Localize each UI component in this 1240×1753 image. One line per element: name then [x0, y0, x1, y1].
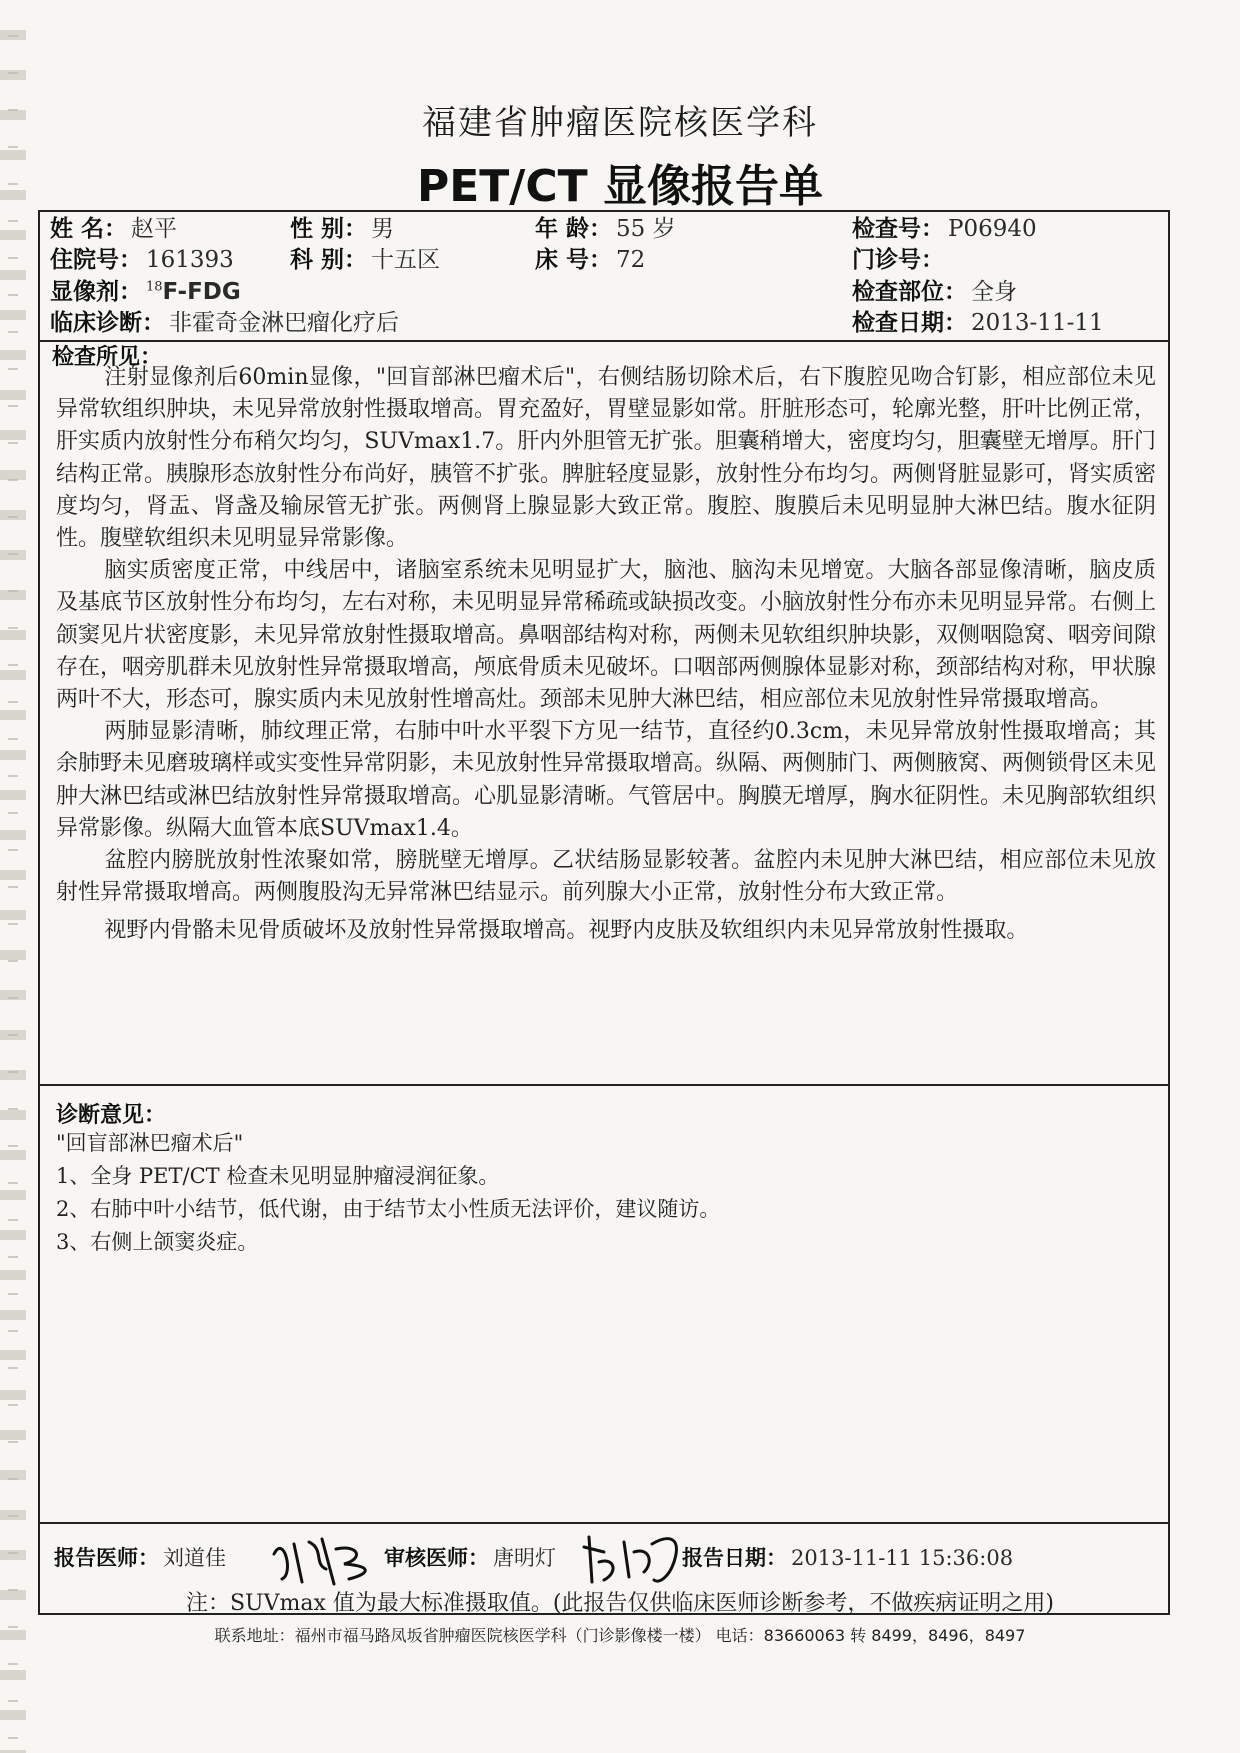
conclusion-title: 诊断意见：: [56, 1103, 167, 1128]
signature-row: [54, 1532, 1164, 1582]
clinical-diagnosis-label: 临床诊断：: [50, 310, 165, 336]
exam-no: P06940: [948, 216, 1037, 242]
patient-name-field: [50, 210, 177, 243]
report-doctor-name: 刘道佳: [163, 1546, 226, 1570]
bed-field: [535, 241, 645, 274]
hospital-name: 福建省肿瘤医院核医学科: [422, 103, 818, 143]
report-doctor: [54, 1542, 226, 1572]
outpatient-no-field: [852, 241, 948, 274]
binding-holes: [8, 0, 18, 1753]
bed: 72: [616, 247, 646, 273]
report-date-value: 2013-11-11 15:36:08: [791, 1546, 1014, 1570]
patient-name: 赵平: [131, 216, 178, 242]
conclusion-line: 1、全身 PET/CT 检查未见明显肿瘤浸润征象。: [56, 1164, 500, 1188]
exam-site-label: 检查部位：: [852, 279, 967, 305]
report-doctor-label: 报告医师：: [54, 1546, 159, 1570]
outpatient-no-label: 门诊号：: [852, 247, 944, 273]
findings-text: [56, 362, 1156, 948]
inpatient-no-field: [50, 241, 234, 274]
divider-info: [40, 340, 1168, 342]
patient-sex: 男: [371, 216, 395, 242]
conclusion-line: "回盲部淋巴瘤术后": [56, 1131, 244, 1155]
findings-paragraph: 注射显像剂后60min显像，"回盲部淋巴瘤术后"，右侧结肠切除术后，右下腹腔见吻合钉影，相应部位未见异常软组织肿块，未见异常放射性摄取增高。胃充盈好，胃壁显影如常。肝脏形态可，轮廓光整，肝叶比例正常，肝实质内放射性分布稍欠均匀，SUVmax1.7。肝内外胆管无扩张。胆囊稍增大，密度均匀，胆囊壁无增厚。肝门结构正常。胰腺形态放射性分布尚好，胰管不扩张。脾脏轻度显影，放射性分布均匀。两侧肾脏显影可，肾实质密度均匀，肾盂、肾盏及输尿管无扩张。两侧肾上腺显影大致正常。腹腔、腹膜后未见明显肿大淋巴结。腹水征阴性。腹壁软组织未见明显异常影像。: [56, 365, 1157, 552]
conclusion-line: 3、右侧上颌窦炎症。: [56, 1230, 259, 1254]
dept: 十五区: [371, 247, 441, 273]
findings-paragraph: 视野内骨骼未见骨质破坏及放射性异常摄取增高。视野内皮肤及软组织内未见异常放射性摄取。: [104, 918, 1029, 944]
review-doctor-label: 审核医师：: [384, 1546, 489, 1570]
agent-label: 显像剂：: [50, 279, 142, 305]
patient-age-field: [535, 210, 676, 243]
patient-age: 55 岁: [616, 216, 676, 242]
patient-sex-label: 性 别：: [290, 216, 368, 242]
review-doctor: [384, 1542, 556, 1572]
patient-sex-field: [290, 210, 394, 243]
agent: F-FDG: [162, 279, 241, 305]
findings-paragraph: 两肺显影清晰，肺纹理正常，右肺中叶水平裂下方见一结节，直径约0.3cm，未见异常放射性摄取增高；其余肺野未见磨玻璃样或实变性异常阴影，未见放射性异常摄取增高。纵隔、两侧肺门、两侧腋窝、两侧锁骨区未见肿大淋巴结或淋巴结放射性异常摄取增高。心肌显影清晰。气管居中。胸膜无增厚，胸水征阴性。未见胸部软组织异常影像。纵隔大血管本底SUVmax1.4。: [56, 719, 1157, 841]
findings-paragraph: 盆腔内膀胱放射性浓聚如常，膀胱壁无增厚。乙状结肠显影较著。盆腔内未见肿大淋巴结，相应部位未见放射性异常摄取增高。两侧腹股沟无异常淋巴结显示。前列腺大小正常，放射性分布大致正常。: [56, 848, 1156, 906]
findings-title: 检查所见：: [52, 345, 163, 370]
exam-site-field: [852, 273, 1017, 306]
report-form: [38, 210, 1170, 1615]
inpatient-no-label: 住院号：: [50, 247, 142, 273]
doctor-signature: [264, 1524, 394, 1594]
disclaimer-note: 注：SUVmax 值为最大标准摄取值。(此报告仅供临床医师诊断参考，不做疾病证明之用): [185, 1591, 1055, 1616]
contact-address: 联系地址：福州市福马路凤坂省肿瘤医院核医学科（门诊影像楼一楼） 电话：83660063 转 8499，8496，8497: [214, 1626, 1026, 1645]
exam-no-field: [852, 210, 1037, 243]
agent-field: [50, 273, 241, 306]
inpatient-no: 161393: [146, 247, 234, 273]
divider-findings: [40, 1084, 1168, 1086]
findings-paragraph: 脑实质密度正常，中线居中，诸脑室系统未见明显扩大，脑池、脑沟未见增宽。大脑各部显像清晰，脑皮质及基底节区放射性分布均匀，左右对称，未见明显异常稀疏或缺损改变。小脑放射性分布亦未见明显异常。右侧上颌窦见片状密度影，未见异常放射性摄取增高。鼻咽部结构对称，两侧未见软组织肿块影，双侧咽隐窝、咽旁间隙存在，咽旁肌群未见放射性异常摄取增高，颅底骨质未见破坏。口咽部两侧腺体显影对称，颈部结构对称，甲状腺两叶不大，形态可，腺实质内未见放射性增高灶。颈部未见肿大淋巴结，相应部位未见放射性异常摄取增高。: [56, 558, 1157, 713]
agent-isotope: 18: [146, 279, 163, 295]
patient-age-label: 年 龄：: [535, 216, 613, 242]
exam-date-field: [852, 304, 1104, 337]
clinical-diagnosis-field: [50, 304, 399, 337]
clinical-diagnosis: 非霍奇金淋巴瘤化疗后: [169, 310, 399, 336]
exam-date-label: 检查日期：: [852, 310, 967, 336]
conclusion-line: 2、右肺中叶小结节，低代谢，由于结节太小性质无法评价，建议随访。: [56, 1197, 721, 1221]
reviewer-signature: [574, 1522, 694, 1594]
bed-label: 床 号：: [535, 247, 613, 273]
dept-label: 科 别：: [290, 247, 368, 273]
conclusion-text: [56, 1127, 1156, 1259]
report-date: [682, 1542, 1013, 1572]
report-title: PET/CT 显像报告单: [416, 161, 823, 212]
exam-no-label: 检查号：: [852, 216, 944, 242]
exam-site: 全身: [971, 279, 1017, 305]
dept-field: [290, 241, 440, 274]
report-date-label: 报告日期：: [682, 1546, 787, 1570]
review-doctor-name: 唐明灯: [493, 1546, 556, 1570]
patient-name-label: 姓 名：: [50, 216, 128, 242]
exam-date: 2013-11-11: [971, 310, 1104, 336]
